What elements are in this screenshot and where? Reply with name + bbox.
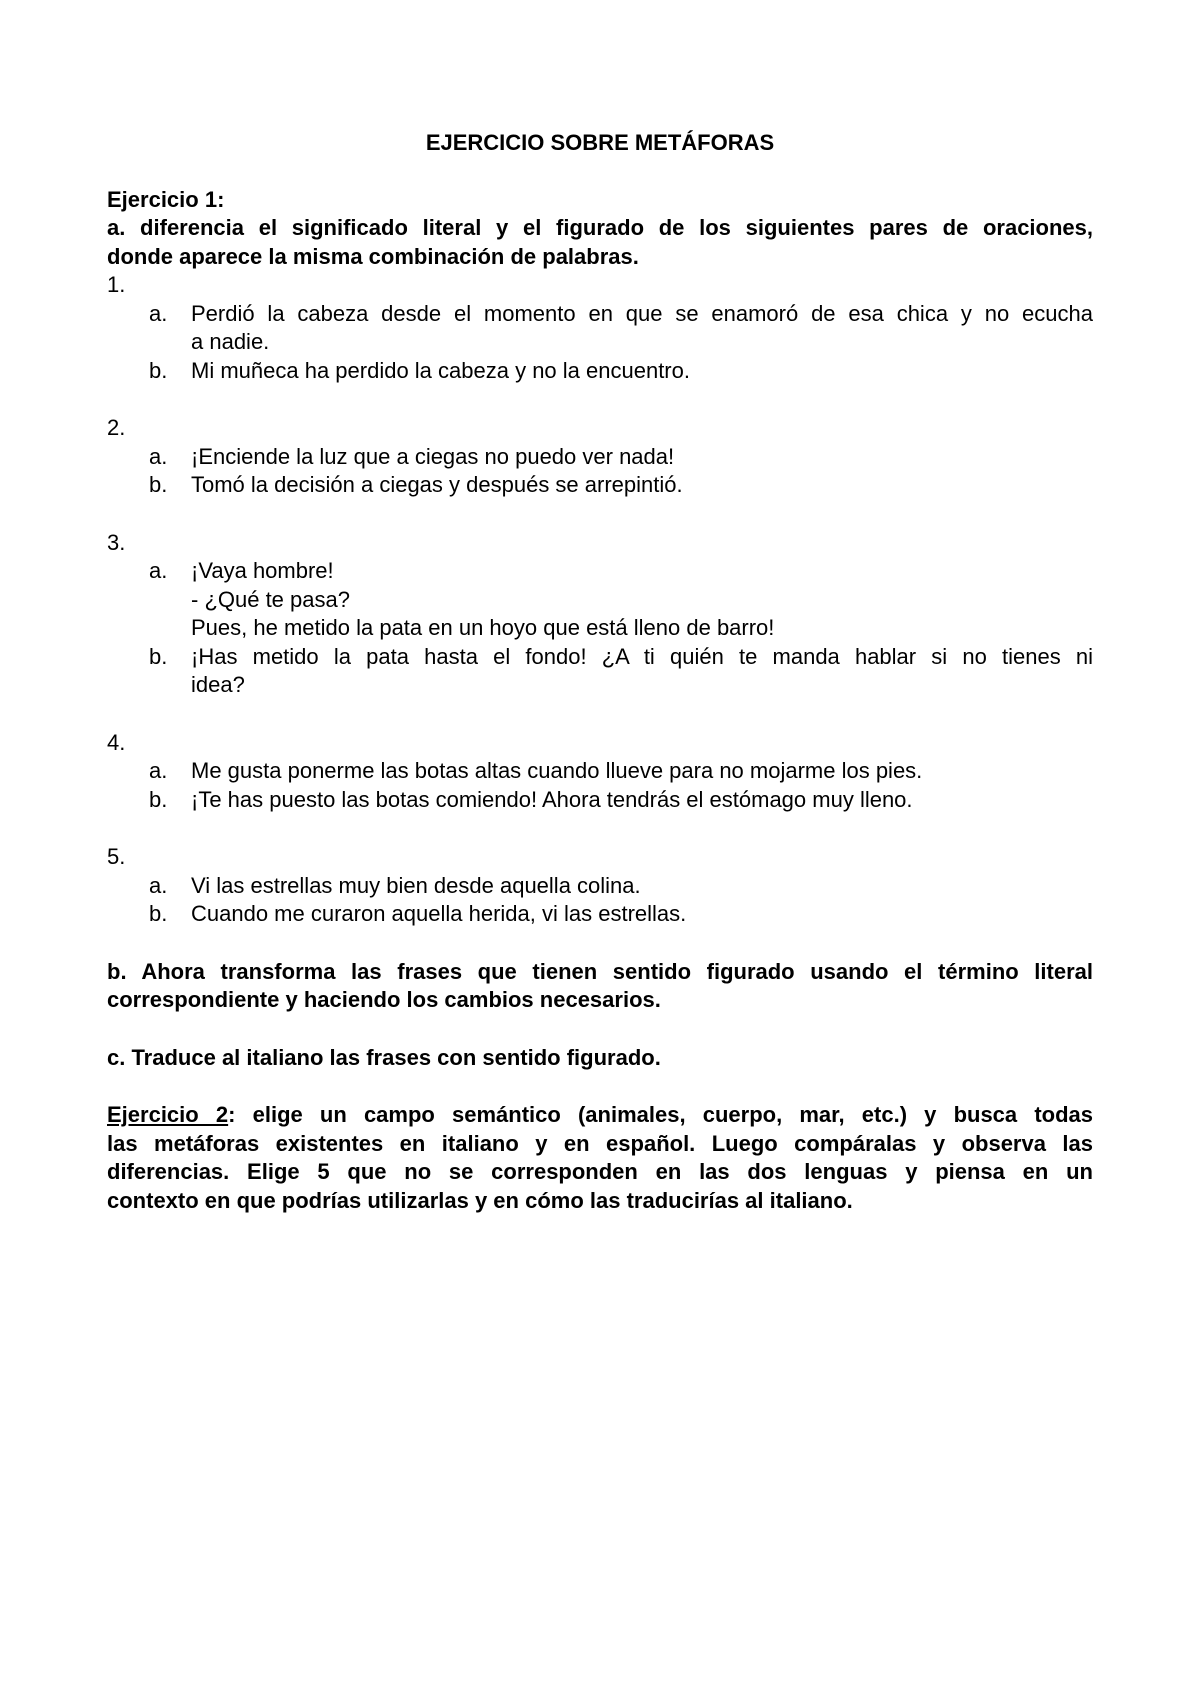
- sentence-line: Cuando me curaron aquella herida, vi las estrellas.: [191, 901, 687, 926]
- sentence-line: a nadie.: [191, 329, 270, 354]
- pair-letter-a: a.: [149, 300, 168, 326]
- sentence-line: ¡Has metido la pata hasta el fondo! ¿A ti quién te manda hablar si no tienes ni: [191, 643, 1093, 669]
- exercise1-part-a: [107, 214, 1093, 271]
- sentence-line: ¡Te has puesto las botas comiendo! Ahora tendrás el estómago muy lleno.: [191, 786, 913, 812]
- sentence-pair-1b: [149, 357, 1093, 386]
- part-a-line-2: donde aparece la misma combinación de palabras.: [107, 243, 639, 269]
- sentence-pair-2a: [149, 443, 1093, 472]
- sentence-line: ¡Vaya hombre!: [191, 558, 334, 583]
- pair-letter-a: a.: [149, 872, 168, 898]
- exercise2-line-1: [107, 1101, 1093, 1130]
- sentence-pair-5a: [149, 872, 1093, 901]
- exercise1-heading: Ejercicio 1:: [107, 186, 225, 212]
- sentence-pair-5b: [149, 900, 1093, 929]
- exercise2-line-2: las metáforas existentes en italiano y en español. Luego compáralas y observa las: [107, 1130, 1093, 1156]
- sentence-pair-4b: [149, 786, 1093, 815]
- pair-letter-a: a.: [149, 558, 168, 583]
- item-group-4: [107, 729, 1093, 815]
- sentence-line: Me gusta ponerme las botas altas cuando llueve para no mojarme los pies.: [191, 758, 923, 783]
- item-number-4: 4.: [107, 729, 126, 755]
- sentence-pair-1a: [149, 300, 1093, 357]
- part-b-line-1: b. Ahora transforma las frases que tienen sentido figurado usando el término literal: [107, 958, 1093, 984]
- exercise2-line-4: contexto en que podrías utilizarlas y en cómo las traducirías al italiano.: [107, 1187, 853, 1213]
- exercise2-line-1-rest: : elige un campo semántico (animales, cuerpo, mar, etc.) y busca todas: [228, 1102, 1093, 1127]
- pair-letter-a: a.: [149, 443, 168, 469]
- sentence-line: Vi las estrellas muy bien desde aquella colina.: [191, 872, 641, 898]
- item-number-2: 2.: [107, 415, 126, 440]
- exercise2-paragraph: [107, 1101, 1093, 1215]
- pair-letter-b: b.: [149, 901, 168, 926]
- exercise2-line-3: diferencias. Elige 5 que no se corresponden en las dos lenguas y piensa en un: [107, 1159, 1093, 1184]
- exercise1-part-b: [107, 958, 1093, 1015]
- item-group-1: [107, 271, 1093, 385]
- sentence-pair-4a: [149, 757, 1093, 786]
- sentence-line: ¡Enciende la luz que a ciegas no puedo ver nada!: [191, 443, 675, 469]
- sentence-line: idea?: [191, 672, 245, 697]
- part-b-line-2: correspondiente y haciendo los cambios necesarios.: [107, 987, 661, 1012]
- sentence-line: Pues, he metido la pata en un hoyo que está lleno de barro!: [191, 615, 775, 640]
- sentence-pair-3a: [149, 557, 1093, 643]
- sentence-pair-3b: [149, 643, 1093, 700]
- pair-letter-a: a.: [149, 758, 168, 783]
- pair-letter-b: b.: [149, 786, 168, 812]
- exercise1-part-c: c. Traduce al italiano las frases con sentido figurado.: [107, 1044, 661, 1070]
- pair-letter-b: b.: [149, 357, 168, 383]
- pair-letter-b: b.: [149, 472, 168, 497]
- part-a-line-1: a. diferencia el significado literal y el figurado de los siguientes pares de oraciones,: [107, 215, 1093, 240]
- item-group-2: [107, 414, 1093, 500]
- document-title: EJERCICIO SOBRE METÁFORAS: [425, 130, 775, 155]
- exercise2-heading: Ejercicio 2: [107, 1102, 229, 1127]
- item-number-1: 1.: [107, 272, 126, 297]
- sentence-line: Tomó la decisión a ciegas y después se arrepintió.: [191, 472, 683, 497]
- sentence-line: Mi muñeca ha perdido la cabeza y no la encuentro.: [191, 357, 690, 383]
- item-number-5: 5.: [107, 844, 126, 869]
- item-group-5: [107, 843, 1093, 929]
- sentence-line: - ¿Qué te pasa?: [191, 586, 350, 612]
- item-group-3: [107, 529, 1093, 700]
- pair-letter-b: b.: [149, 643, 168, 669]
- item-number-3: 3.: [107, 529, 126, 555]
- sentence-line: Perdió la cabeza desde el momento en que se enamoró de esa chica y no ecucha: [191, 300, 1093, 326]
- sentence-pair-2b: [149, 471, 1093, 500]
